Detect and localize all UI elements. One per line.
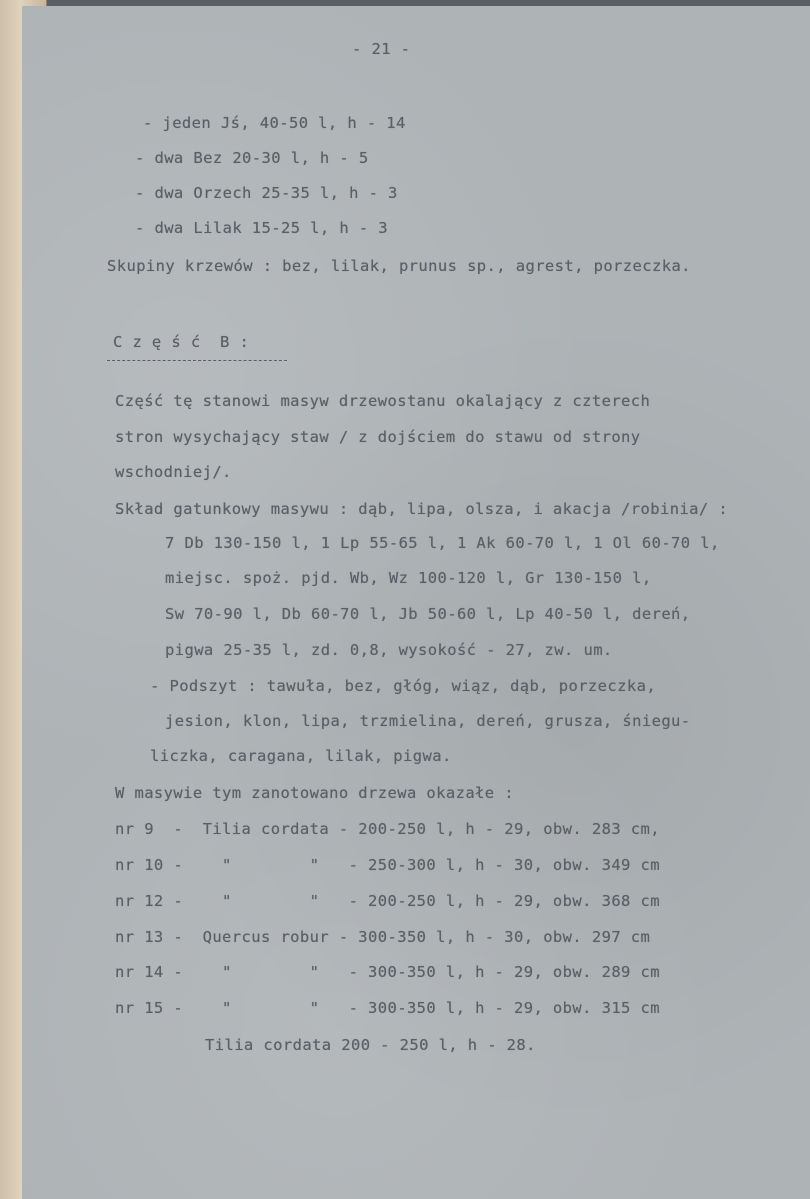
tree-row: nr 10 - " " - 250-300 l, h - 30, obw. 349 cm bbox=[115, 856, 660, 874]
list-item: - dwa Orzech 25-35 l, h - 3 bbox=[135, 184, 398, 202]
page-number: - 21 - bbox=[352, 40, 411, 58]
composition-line: miejsc. spoż. pjd. Wb, Wz 100-120 l, Gr 130-150 l, bbox=[165, 569, 652, 587]
composition-line: - Podszyt : tawuła, bez, głóg, wiąz, dąb, porzeczka, bbox=[150, 677, 657, 695]
composition-line: Skład gatunkowy masywu : dąb, lipa, olsza, i akacja /robinia/ : bbox=[115, 500, 729, 518]
composition-line: Sw 70-90 l, Db 60-70 l, Jb 50-60 l, Lp 40-50 l, dereń, bbox=[165, 605, 691, 623]
composition-line: pigwa 25-35 l, zd. 0,8, wysokość - 27, zw. um. bbox=[165, 641, 613, 659]
paragraph-line: Część tę stanowi masyw drzewostanu okalający z czterech bbox=[115, 392, 651, 410]
tree-row: nr 9 - Tilia cordata - 200-250 l, h - 29, obw. 283 cm, bbox=[115, 820, 660, 838]
list-item: - dwa Bez 20-30 l, h - 5 bbox=[135, 149, 369, 167]
composition-line: jesion, klon, lipa, trzmielina, dereń, grusza, śniegu- bbox=[165, 712, 691, 730]
list-item: - jeden Jś, 40-50 l, h - 14 bbox=[143, 114, 406, 132]
heading-underline bbox=[107, 360, 287, 361]
tree-row: nr 12 - " " - 200-250 l, h - 29, obw. 368 cm bbox=[115, 892, 660, 910]
paragraph-line: wschodniej/. bbox=[115, 463, 232, 481]
tree-row: nr 14 - " " - 300-350 l, h - 29, obw. 289 cm bbox=[115, 963, 660, 981]
last-line: Tilia cordata 200 - 250 l, h - 28. bbox=[205, 1036, 536, 1054]
shrubs-line: Skupiny krzewów : bez, lilak, prunus sp., agrest, porzeczka. bbox=[107, 257, 691, 275]
tree-row: nr 15 - " " - 300-350 l, h - 29, obw. 315 cm bbox=[115, 999, 660, 1017]
section-heading: C z ę ś ć B : bbox=[113, 333, 250, 351]
tree-row: nr 13 - Quercus robur - 300-350 l, h - 30, obw. 297 cm bbox=[115, 928, 651, 946]
composition-line: liczka, caragana, lilak, pigwa. bbox=[150, 747, 452, 765]
list-item: - dwa Lilak 15-25 l, h - 3 bbox=[135, 219, 389, 237]
composition-line: 7 Db 130-150 l, 1 Lp 55-65 l, 1 Ak 60-70 l, 1 Ol 60-70 l, bbox=[165, 534, 720, 552]
paragraph-line: stron wysychający staw / z dojściem do stawu od strony bbox=[115, 428, 641, 446]
trees-intro: W masywie tym zanotowano drzewa okazałe : bbox=[115, 784, 515, 802]
